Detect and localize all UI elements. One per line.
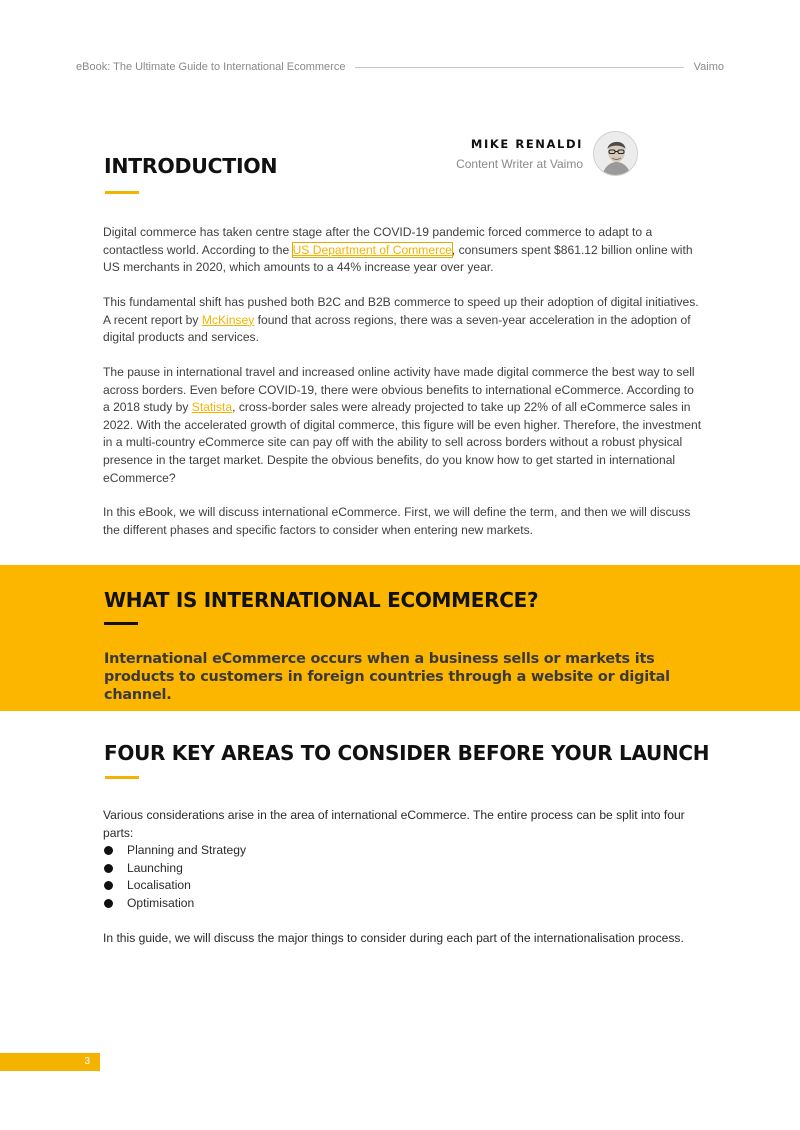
- intro-paragraph-3: [103, 364, 703, 487]
- intro-p4-text: In this eBook, we will discuss international eCommerce. First, we will define the term, and then we will discuss the different phases and specific factors to consider when entering new markets.: [103, 505, 691, 537]
- list-item-label: Localisation: [127, 878, 191, 893]
- bullet-icon: [104, 881, 113, 890]
- intro-paragraph-4: [103, 504, 703, 539]
- author-name: MIKE RENALDI: [470, 137, 583, 151]
- page-number-tab: [0, 1053, 100, 1071]
- list-item: [103, 877, 403, 895]
- intro-paragraph-2: [103, 294, 703, 347]
- definition-band: [0, 565, 800, 711]
- list-item-label: Launching: [127, 860, 183, 875]
- intro-p3-text-b: , cross-border sales were already projected to take up 22% of all eCommerce sales in 2022. With the accelerated growth of digital commerce, this figure will be even higher. Therefore, the investment in a multi-country eCommerce site can pay off with the ability to sell across borders without a robust physical presence in the target market. Despite the obvious benefits, do you know how to get started in international eCommerce?: [103, 400, 702, 485]
- intro-p2-text-a: This fundamental shift has pushed both B2C and B2B commerce to speed up their adoption of digital initiatives. A recent report by: [103, 295, 699, 327]
- author-block: [430, 137, 583, 171]
- intro-heading: INTRODUCTION: [104, 154, 278, 178]
- bullet-icon: [104, 846, 113, 855]
- author-role: Content Writer at Vaimo: [456, 157, 583, 171]
- list-item: [103, 860, 403, 878]
- header-rule: [355, 67, 683, 68]
- four-areas-heading: FOUR KEY AREAS TO CONSIDER BEFORE YOUR LAUNCH: [104, 741, 710, 765]
- intro-p2-text-b: found that across regions, there was a seven-year acceleration in the adoption of digital products and services.: [103, 312, 691, 345]
- statista-link[interactable]: Statista: [191, 400, 233, 415]
- list-item: [103, 895, 403, 913]
- what-is-heading: WHAT IS INTERNATIONAL ECOMMERCE?: [104, 588, 539, 612]
- intro-p1-text-b: , consumers spent $861.12 billion online with US merchants in 2020, which amounts to a 44% increase year over year.: [103, 242, 693, 275]
- intro-p1-text-a: Digital commerce has taken centre stage after the COVID-19 pandemic forced commerce to adapt to a contactless world. According to the: [103, 225, 653, 257]
- running-header: [76, 60, 724, 74]
- four-areas-outro-text: In this guide, we will discuss the major things to consider during each part of the internationalisation process.: [103, 931, 684, 945]
- intro-accent-bar: [105, 191, 139, 194]
- definition-text: International eCommerce occurs when a business sells or markets its products to customers in foreign countries through a website or digital channel.: [104, 651, 670, 703]
- intro-paragraph-1: [103, 224, 703, 277]
- avatar-portrait-icon: [594, 132, 638, 176]
- list-item: [103, 842, 403, 860]
- four-areas-outro: [103, 930, 703, 948]
- four-areas-list: [103, 842, 403, 912]
- mckinsey-link[interactable]: McKinsey: [201, 312, 255, 327]
- what-is-accent-bar: [104, 622, 138, 625]
- author-avatar: [593, 131, 638, 176]
- bullet-icon: [104, 864, 113, 873]
- four-areas-intro: [103, 807, 703, 842]
- brand-name: Vaimo: [693, 61, 724, 73]
- intro-p3-text-a: The pause in international travel and increased online activity have made digital commerce the best way to sell across borders. Even before COVID-19, there were obvious benefits to international eCommerce. According to a 2018 study by: [103, 365, 695, 415]
- bullet-icon: [104, 899, 113, 908]
- page-number: 3: [84, 1056, 90, 1067]
- ebook-title: eBook: The Ultimate Guide to International Ecommerce: [76, 61, 346, 73]
- list-item-label: Optimisation: [127, 895, 195, 910]
- us-department-of-commerce-link[interactable]: US Department of Commerce: [292, 242, 452, 257]
- four-areas-intro-text: Various considerations arise in the area of international eCommerce. The entire process can be split into four parts:: [103, 808, 685, 840]
- list-item-label: Planning and Strategy: [127, 843, 247, 857]
- four-areas-accent-bar: [105, 776, 139, 779]
